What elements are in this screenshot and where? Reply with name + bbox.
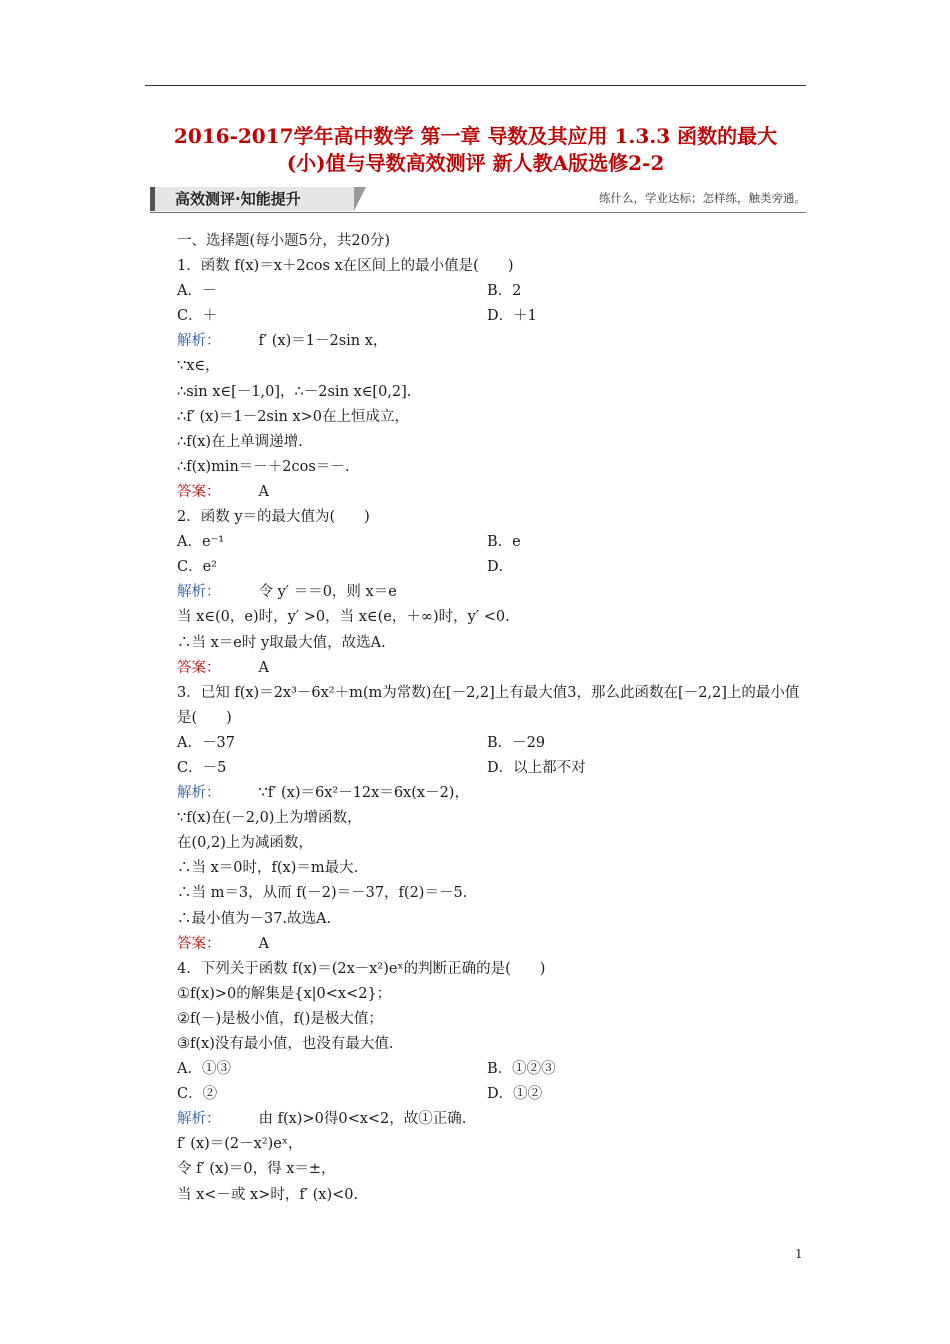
option-c: C．e² bbox=[177, 559, 217, 576]
statement-item: ①f(x)>0的解集是{x|0<x<2}； bbox=[177, 985, 392, 1002]
option-a: A．①③ bbox=[177, 1061, 231, 1078]
option-d: D．①② bbox=[487, 1086, 543, 1103]
solution-line: ∵x∈， bbox=[177, 358, 220, 375]
solution-line: 当 x∈(0，e)时，y′ >0，当 x∈(e，＋∞)时，y′ <0. bbox=[177, 609, 510, 626]
question-stem: 3．已知 f(x)＝2x³－6x²＋m(m为常数)在[－2,2]上有最大值3，那么此函数在[－2,2]上的最小值是( ) bbox=[177, 684, 800, 726]
option-d: D． bbox=[487, 559, 514, 576]
solution-line: ∴当 m＝3，从而 f(－2)＝－37，f(2)＝－5. bbox=[177, 885, 468, 902]
jiexi-label: 解析： bbox=[177, 785, 221, 802]
options-row bbox=[145, 731, 806, 756]
solution-line bbox=[145, 1107, 806, 1132]
solution-line: 在(0,2)上为减函数， bbox=[177, 835, 313, 852]
answer-label: 答案： bbox=[177, 483, 221, 500]
solution-line: ∴当 x＝0时，f(x)＝m最大. bbox=[177, 860, 359, 877]
answer-value: A bbox=[258, 935, 269, 952]
exercise-content bbox=[145, 229, 806, 1208]
solution-line: 令 f′ (x)＝0，得 x＝±， bbox=[177, 1161, 336, 1178]
solution-text: 由 f(x)>0得0<x<2，故①正确. bbox=[258, 1111, 467, 1128]
solution-text: f′ (x)＝1－2sin x， bbox=[258, 333, 388, 350]
answer-value: A bbox=[258, 483, 269, 500]
doc-title-line2: (小)值与导数高效测评 新人教A版选修2-2 bbox=[286, 151, 665, 175]
option-a: A．e⁻¹ bbox=[177, 534, 225, 551]
banner-triangle bbox=[354, 187, 366, 211]
option-c: C．－5 bbox=[177, 759, 227, 776]
option-c: C．② bbox=[177, 1086, 218, 1103]
options-row bbox=[145, 555, 806, 580]
statement-item: ③f(x)没有最小值，也没有最大值. bbox=[177, 1036, 394, 1052]
answer-line bbox=[145, 932, 806, 957]
banner-rule bbox=[150, 212, 806, 213]
statement-item: ②f(－)是极小值，f()是极大值； bbox=[177, 1010, 383, 1027]
jiexi-label: 解析： bbox=[177, 333, 221, 350]
option-d: D．以上都不对 bbox=[487, 759, 586, 776]
banner-tab: 高效测评·知能提升 bbox=[150, 187, 354, 211]
option-c: C．＋ bbox=[177, 308, 218, 325]
solution-line: ∴sin x∈[－1,0]，∴－2sin x∈[0,2]. bbox=[177, 383, 412, 400]
solution-line: ∵f(x)在(－2,0)上为增函数， bbox=[177, 810, 362, 827]
solution-line: ∴f(x)在上单调递增. bbox=[177, 433, 303, 450]
page-number: 1 bbox=[795, 1247, 803, 1261]
solution-line: ∴f′ (x)＝1－2sin x>0在上恒成立， bbox=[177, 408, 410, 425]
option-b: B．－29 bbox=[487, 734, 546, 751]
question-stem: 1．函数 f(x)＝x＋2cos x在区间上的最小值是( ) bbox=[177, 258, 514, 275]
answer-label: 答案： bbox=[177, 659, 221, 676]
solution-line: ∴f(x)min＝－＋2cos＝－. bbox=[177, 458, 350, 475]
option-b: B．2 bbox=[487, 283, 522, 300]
options-row bbox=[145, 279, 806, 304]
solution-line bbox=[145, 329, 806, 354]
section-banner bbox=[150, 185, 806, 213]
options-row bbox=[145, 756, 806, 781]
solution-text: ∵f′ (x)＝6x²－12x＝6x(x－2)， bbox=[258, 785, 469, 802]
doc-title-line1: 2016-2017学年高中数学 第一章 导数及其应用 1.3.3 函数的最大 bbox=[173, 124, 778, 148]
top-rule bbox=[145, 85, 806, 86]
solution-line: f′ (x)＝(2－x²)eˣ， bbox=[177, 1136, 303, 1153]
option-a: A．－37 bbox=[177, 734, 235, 751]
answer-value: A bbox=[258, 659, 269, 676]
section-heading: 一、选择题(每小题5分，共20分) bbox=[177, 233, 390, 249]
options-row bbox=[145, 304, 806, 329]
solution-line bbox=[145, 580, 806, 605]
options-row bbox=[145, 530, 806, 555]
banner-motto: 练什么，学业达标；怎样练，触类旁通。 bbox=[599, 191, 806, 205]
option-b: B．①②③ bbox=[487, 1061, 556, 1078]
options-row bbox=[145, 1082, 806, 1107]
solution-line: 当 x<－或 x>时，f′ (x)<0. bbox=[177, 1186, 359, 1203]
question-stem: 4．下列关于函数 f(x)＝(2x－x²)eˣ的判断正确的是( ) bbox=[177, 960, 546, 977]
solution-line bbox=[145, 781, 806, 806]
jiexi-label: 解析： bbox=[177, 1111, 221, 1128]
jiexi-label: 解析： bbox=[177, 584, 221, 601]
options-row bbox=[145, 1057, 806, 1082]
option-d: D．＋1 bbox=[487, 308, 537, 325]
question-stem: 2．函数 y＝的最大值为( ) bbox=[177, 509, 370, 526]
option-b: B．e bbox=[487, 534, 521, 551]
solution-line: ∴最小值为－37.故选A. bbox=[177, 910, 332, 927]
solution-line: ∴当 x＝e时 y取最大值，故选A. bbox=[177, 634, 386, 651]
solution-text: 令 y′ ＝＝0，则 x＝e bbox=[258, 584, 397, 601]
answer-line bbox=[145, 656, 806, 681]
option-a: A．－ bbox=[177, 283, 217, 300]
answer-label: 答案： bbox=[177, 935, 221, 952]
answer-line bbox=[145, 480, 806, 505]
